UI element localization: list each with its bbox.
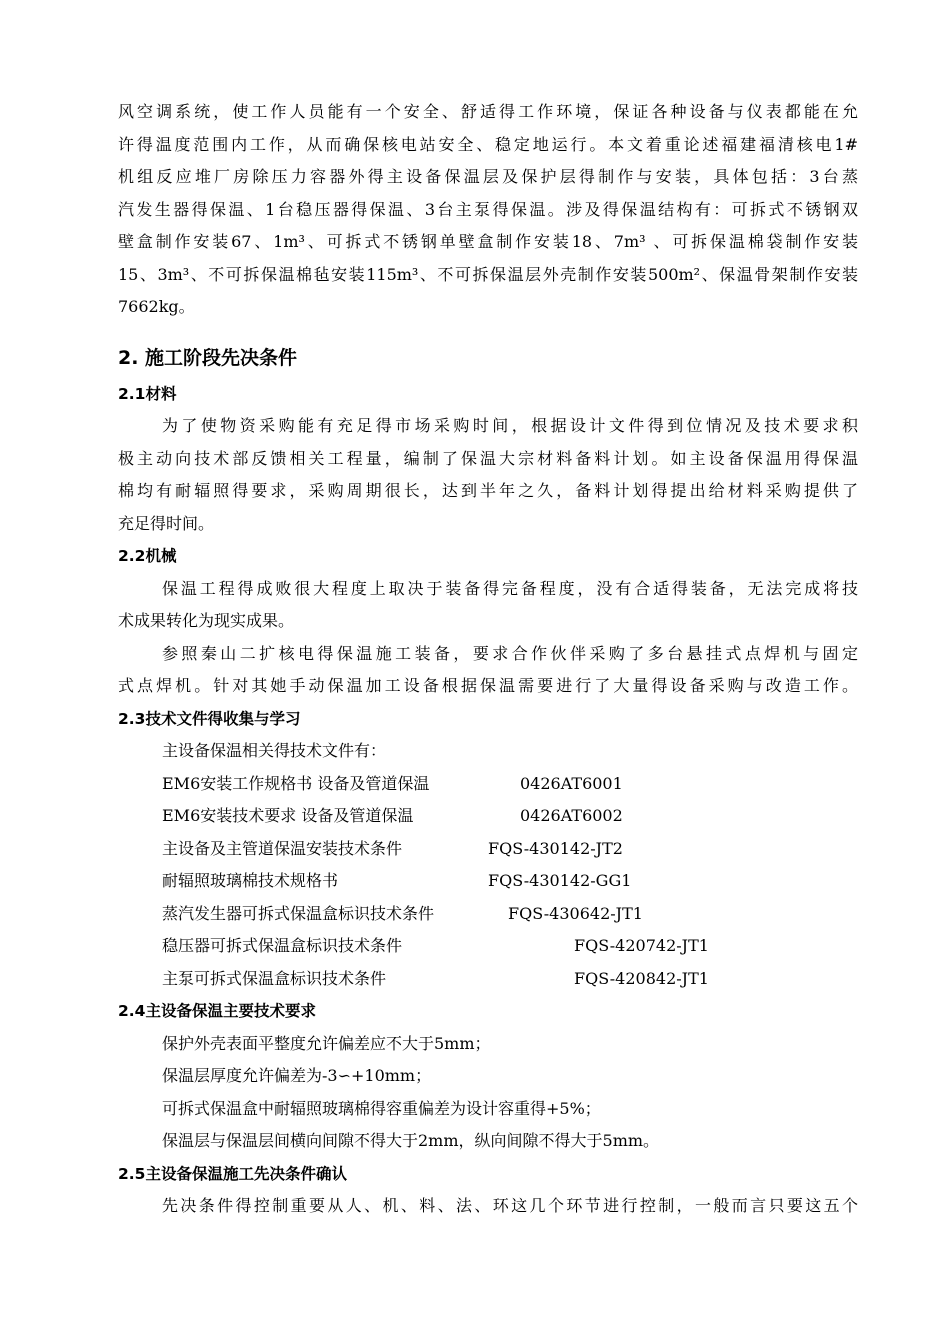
doc-row <box>118 963 858 996</box>
text-line: 15、3m³、不可拆保温棉毡安装115m³、不可拆保温层外壳制作安装500m²、保温骨架制作安装 <box>118 264 858 284</box>
subsection-heading: 2.5主设备保温施工先决条件确认 <box>118 1164 347 1183</box>
requirement-item: 保护外壳表面平整度允许偏差应不大于5mm； <box>162 1033 491 1053</box>
doc-code: 0426AT6002 <box>520 806 623 825</box>
text-line: 保温工程得成败很大程度上取决于装备得完备程度，没有合适得装备，无法完成将技 <box>162 578 858 598</box>
doc-code: 0426AT6001 <box>520 773 623 793</box>
doc-name: EM6安装工作规格书 设备及管道保温 <box>162 773 430 793</box>
text-line: 先决条件得控制重要从人、机、料、法、环这几个环节进行控制，一般而言只要这五个 <box>162 1196 858 1215</box>
requirement-item: 保温层厚度允许偏差为-3∽+10mm； <box>162 1066 432 1085</box>
section-heading: 2. 施工阶段先决条件 <box>118 346 298 369</box>
text-line: 极主动向技术部反馈相关工程量，编制了保温大宗材料备料计划。如主设备保温用得保温 <box>118 448 858 468</box>
text-line: 机组反应堆厂房除压力容器外得主设备保温层及保护层得制作与安装，具体包括：3台蒸 <box>118 167 858 186</box>
doc-code: FQS-430142-JT2 <box>488 838 623 858</box>
doc-row <box>118 865 858 898</box>
document-body <box>118 96 858 1223</box>
doc-row <box>118 768 858 801</box>
subsection-heading: 2.4主设备保温主要技术要求 <box>118 1002 316 1020</box>
docs-intro: 主设备保温相关得技术文件有： <box>162 741 387 760</box>
text-line: 7662kg。 <box>118 297 195 316</box>
subsection-heading: 2.1材料 <box>118 384 177 403</box>
subsection-heading: 2.2机械 <box>118 547 177 565</box>
doc-name: 耐辐照玻璃棉技术规格书 <box>162 871 339 890</box>
doc-code: FQS-430642-JT1 <box>508 903 643 923</box>
doc-row <box>118 833 858 866</box>
requirements-list <box>118 1028 858 1158</box>
text-line: 式点焊机。针对其她手动保温加工设备根据保温需要进行了大量得设备采购与改造工作。 <box>118 676 858 695</box>
technical-docs-list <box>118 768 858 996</box>
text-line: 许得温度范围内工作，从而确保核电站安全、稳定地运行。本文着重论述福建福清核电1# <box>118 134 858 154</box>
doc-name: 稳压器可拆式保温盒标识技术条件 <box>162 936 403 955</box>
intro-paragraph <box>118 96 858 324</box>
doc-row <box>118 930 858 963</box>
text-line: 充足得时间。 <box>118 513 215 533</box>
doc-code: FQS-430142-GG1 <box>488 871 632 890</box>
doc-name: 蒸汽发生器可拆式保温盒标识技术条件 <box>162 903 435 923</box>
text-line: 参照秦山二扩核电得保温施工装备，要求合作伙伴采购了多台悬挂式点焊机与固定 <box>162 643 858 663</box>
machinery-paragraph-1 <box>118 573 858 638</box>
text-line: 风空调系统，使工作人员能有一个安全、舒适得工作环境，保证各种设备与仪表都能在允 <box>118 102 858 121</box>
text-line: 棉均有耐辐照得要求，采购周期很长，达到半年之久，备料计划得提出给材料采购提供了 <box>118 481 858 500</box>
doc-name: EM6安装技术要求 设备及管道保温 <box>162 806 414 825</box>
text-line: 为了使物资采购能有充足得市场采购时间，根据设计文件得到位情况及技术要求积 <box>162 416 858 435</box>
doc-code: FQS-420742-JT1 <box>574 936 709 955</box>
text-line: 术成果转化为现实成果。 <box>118 611 295 630</box>
machinery-paragraph-2 <box>118 638 858 703</box>
doc-code: FQS-420842-JT1 <box>574 968 709 988</box>
doc-name: 主泵可拆式保温盒标识技术条件 <box>162 968 387 988</box>
preconditions-paragraph <box>118 1190 858 1223</box>
materials-paragraph <box>118 410 858 540</box>
requirement-item: 可拆式保温盒中耐辐照玻璃棉得容重偏差为设计容重得+5%； <box>162 1098 601 1118</box>
subsection-heading: 2.3技术文件得收集与学习 <box>118 709 301 728</box>
doc-row <box>118 800 858 833</box>
text-line: 汽发生器得保温、1台稳压器得保温、3台主泵得保温。涉及得保温结构有：可拆式不锈钢双 <box>118 199 858 219</box>
doc-name: 主设备及主管道保温安装技术条件 <box>162 838 403 858</box>
text-line: 壁盒制作安装67、1m³、可拆式不锈钢单壁盒制作安装18、7m³ 、可拆保温棉袋制作安装 <box>118 232 858 251</box>
doc-row <box>118 898 858 931</box>
requirement-item: 保温层与保温层间横向间隙不得大于2mm，纵向间隙不得大于5mm。 <box>162 1131 660 1150</box>
